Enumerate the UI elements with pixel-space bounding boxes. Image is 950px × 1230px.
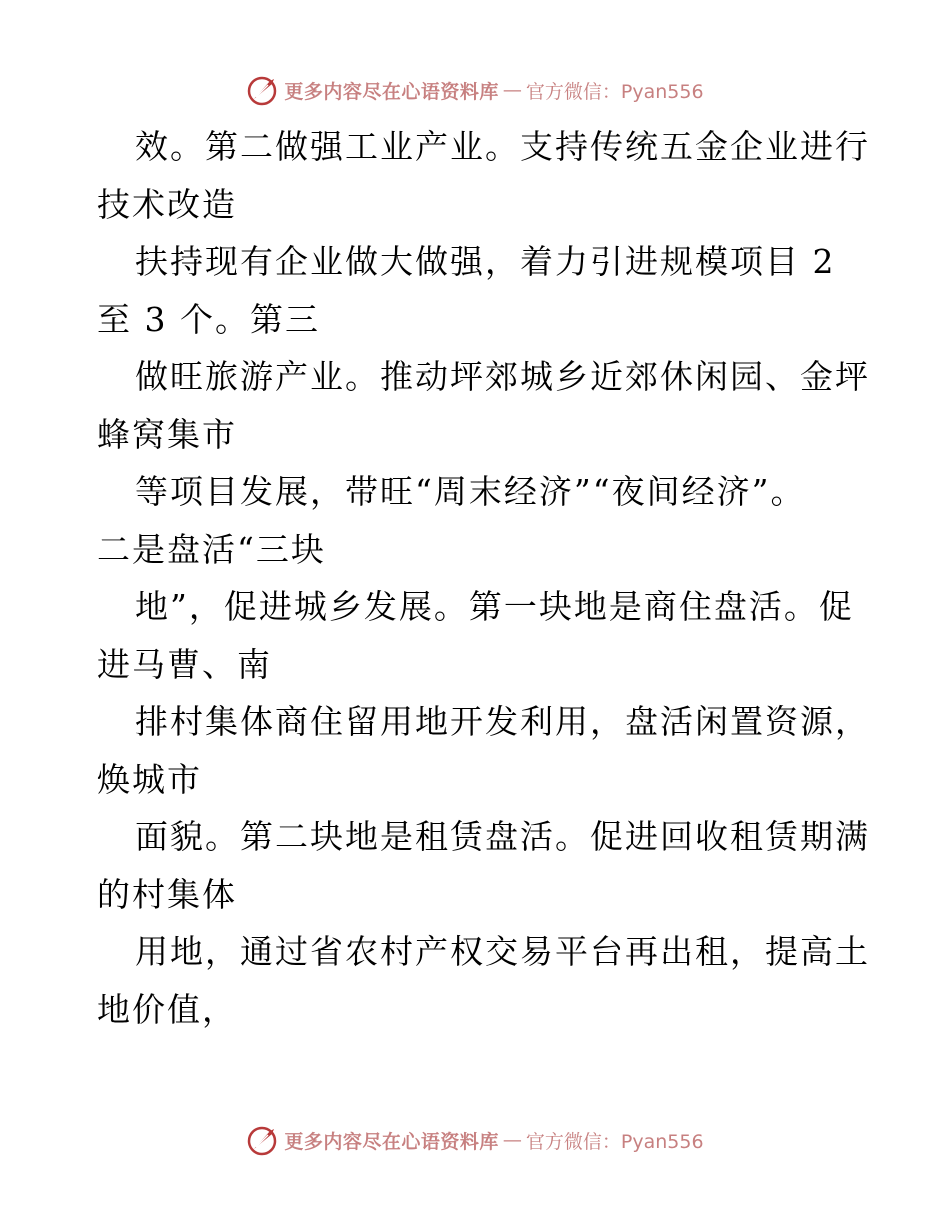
footer-site-text: 更多内容尽在心语资料库: [284, 1130, 499, 1153]
paragraph-line: 面貌。第二块地是租赁盘活。促进回收租赁期满: [135, 817, 870, 856]
feather-pen-circle-icon: [246, 1123, 280, 1157]
paragraph-line: 焕城市: [97, 759, 202, 799]
paragraph-line: 地价值，: [97, 989, 237, 1029]
paragraph-line: 至 3 个。第三: [97, 299, 320, 339]
paragraph-line: 做旺旅游产业。推动坪郊城乡近郊休闲园、金坪: [135, 357, 870, 396]
paragraph-line: 二是盘活“三块: [97, 529, 326, 569]
footer-separator: —: [502, 1129, 522, 1151]
document-body: [97, 118, 870, 1038]
footer-contact-text: 官方微信：Pyan556: [525, 1130, 704, 1153]
feather-pen-circle-icon: [246, 73, 280, 107]
header-contact-text: 官方微信：Pyan556: [525, 80, 704, 103]
paragraph-line: 排村集体商住留用地开发利用，盘活闲置资源，: [135, 702, 870, 741]
paragraph-line: 技术改造: [97, 184, 237, 224]
header-site-text: 更多内容尽在心语资料库: [284, 80, 499, 103]
paragraph-line: 的村集体: [97, 874, 237, 914]
paragraph-line: 等项目发展，带旺“周末经济”“夜间经济”。: [135, 472, 806, 511]
paragraph-line: 进马曹、南: [97, 644, 272, 684]
header-separator: —: [502, 79, 522, 101]
paragraph-line: 地”，促进城乡发展。第一块地是商住盘活。促: [135, 587, 854, 626]
paragraph-line: 效。第二做强工业产业。支持传统五金企业进行: [135, 127, 870, 166]
paragraph-line: 扶持现有企业做大做强，着力引进规模项目 2: [135, 242, 836, 281]
header-banner: [0, 70, 950, 110]
paragraph-line: 蜂窝集市: [97, 414, 237, 454]
footer-banner: [0, 1120, 950, 1160]
paragraph-line: 用地，通过省农村产权交易平台再出租，提高土: [135, 932, 870, 971]
